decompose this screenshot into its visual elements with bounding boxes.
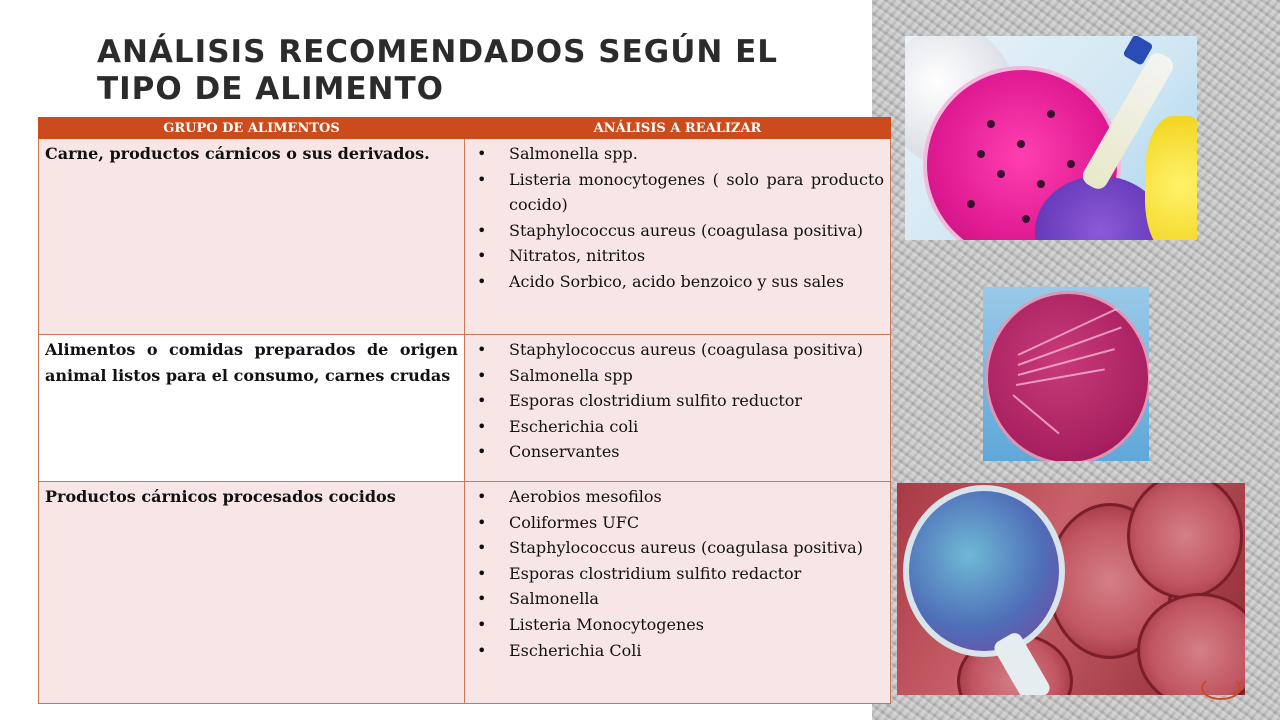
table-row bbox=[39, 139, 891, 335]
list-item: • Escherichia Coli bbox=[509, 638, 884, 664]
analysis-list bbox=[471, 337, 884, 465]
list-item: • Salmonella bbox=[509, 586, 884, 612]
list-item: • Listeria Monocytogenes bbox=[509, 612, 884, 638]
petri-dish-pink-photo bbox=[905, 36, 1197, 240]
analysis-table bbox=[38, 117, 891, 704]
table-header-row bbox=[39, 118, 891, 139]
list-item: • Acido Sorbico, acido benzoico y sus sales bbox=[509, 269, 884, 295]
header-food-group: GRUPO DE ALIMENTOS bbox=[39, 118, 465, 139]
list-item: • Staphylococcus aureus (coagulasa positiva) bbox=[509, 218, 884, 244]
food-group-cell: Alimentos o comidas preparados de origen animal listos para el consumo, carnes crudas bbox=[39, 335, 465, 482]
analysis-list bbox=[471, 141, 884, 295]
list-item: • Escherichia coli bbox=[509, 414, 884, 440]
list-item: • Salmonella spp. bbox=[509, 141, 884, 167]
list-item: • Staphylococcus aureus (coagulasa positiva) bbox=[509, 535, 884, 561]
analysis-list bbox=[471, 484, 884, 663]
food-group-cell: Productos cárnicos procesados cocidos bbox=[39, 482, 465, 704]
list-item: • Salmonella spp bbox=[509, 363, 884, 389]
list-item: • Coliformes UFC bbox=[509, 510, 884, 536]
table-row bbox=[39, 335, 891, 482]
table-row bbox=[39, 482, 891, 704]
analysis-cell bbox=[465, 335, 891, 482]
list-item: • Nitratos, nitritos bbox=[509, 243, 884, 269]
analysis-cell bbox=[465, 139, 891, 335]
food-group-cell: Carne, productos cárnicos o sus derivados. bbox=[39, 139, 465, 335]
header-analysis: ANÁLISIS A REALIZAR bbox=[465, 118, 891, 139]
list-item: • Esporas clostridium sulfito redactor bbox=[509, 561, 884, 587]
sausage-magnifier-photo bbox=[897, 483, 1245, 695]
slide-title: ANÁLISIS RECOMENDADOS SEGÚN EL TIPO DE ALIMENTO bbox=[97, 34, 779, 107]
list-item: • Conservantes bbox=[509, 439, 884, 465]
list-item: • Listeria monocytogenes ( solo para producto cocido) bbox=[509, 167, 884, 218]
petri-dish-streak-photo bbox=[983, 287, 1149, 461]
decorative-ring-icon bbox=[1201, 676, 1241, 700]
list-item: • Esporas clostridium sulfito reductor bbox=[509, 388, 884, 414]
list-item: • Staphylococcus aureus (coagulasa positiva) bbox=[509, 337, 884, 363]
list-item: • Aerobios mesofilos bbox=[509, 484, 884, 510]
analysis-cell bbox=[465, 482, 891, 704]
